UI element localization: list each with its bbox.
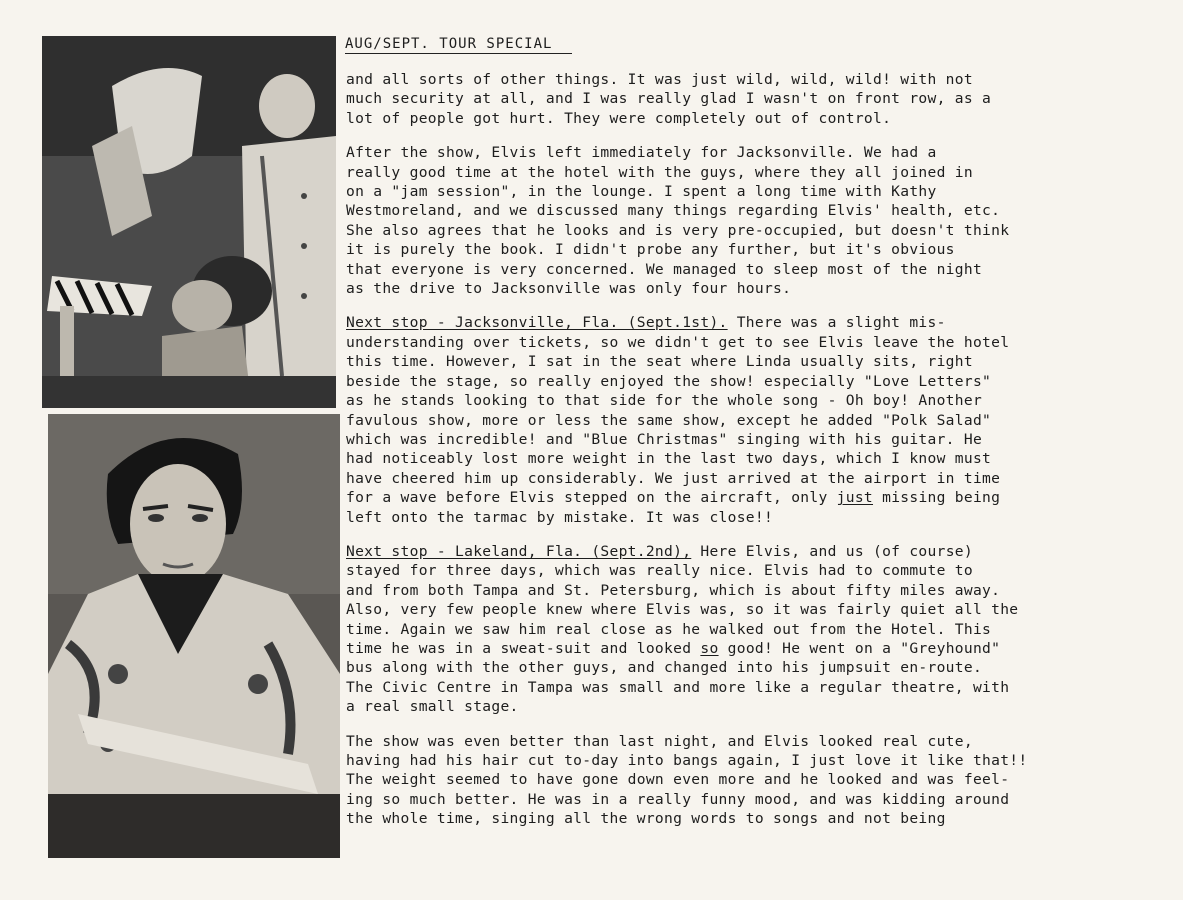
underlined-word: so	[700, 639, 719, 657]
text-line: The show was even better than last night, and Elvis looked real cute,	[346, 732, 973, 750]
text-fragment: There was a slight mis-	[727, 314, 946, 332]
text-line	[346, 542, 1086, 561]
text-line: a real small stage.	[346, 698, 519, 716]
text-line: and all sorts of other things. It was just wild, wild, wild! with not	[346, 71, 973, 88]
text-line: as he stands looking to that side for the whole song - Oh boy! Another	[346, 392, 983, 410]
text-fragment: good! He went on a "Greyhound"	[718, 639, 1001, 657]
text-line: beside the stage, so really enjoyed the show! especially "Love Letters"	[346, 372, 992, 390]
text-line: lot of people got hurt. They were completely out of control.	[346, 109, 892, 127]
text-line: bus along with the other guys, and changed into his jumpsuit en-route.	[346, 659, 983, 677]
text-fragment: for a wave before Elvis stepped on the aircraft, only	[346, 489, 837, 507]
page-header: AUG/SEPT. TOUR SPECIAL	[345, 36, 572, 54]
text-line: time. Again we saw him real close as he walked out from the Hotel. This	[346, 620, 992, 638]
text-line: on a "jam session", in the lounge. I spent a long time with Kathy	[346, 183, 937, 201]
text-line: really good time at the hotel with the guys, where they all joined in	[346, 163, 973, 181]
text-line: much security at all, and I was really glad I wasn't on front row, as a	[346, 90, 992, 108]
text-line: Also, very few people knew where Elvis was, so it was fairly quiet all the	[346, 601, 1019, 619]
photo-stage-scarf	[42, 36, 336, 408]
text-fragment: Here Elvis, and us (of course)	[691, 542, 973, 560]
text-line: She also agrees that he looks and is very pre-occupied, but doesn't think	[346, 221, 1010, 239]
text-line: ing so much better. He was in a really funny mood, and was kidding around	[346, 790, 1010, 808]
text-line: After the show, Elvis left immediately for Jacksonville. We had a	[346, 144, 937, 162]
paragraph-2	[346, 143, 1086, 298]
text-line: left onto the tarmac by mistake. It was close!!	[346, 508, 774, 526]
underlined-word: just	[836, 489, 874, 507]
text-line: The Civic Centre in Tampa was small and more like a regular theatre, with	[346, 678, 1010, 696]
text-line: it is purely the book. I didn't probe any further, but it's obvious	[346, 241, 955, 259]
photo-elvis-portrait	[48, 414, 340, 858]
paragraph-final	[346, 732, 1086, 829]
text-line	[346, 488, 1086, 507]
article-body	[346, 70, 1086, 844]
text-line	[346, 639, 1086, 658]
text-line: that everyone is very concerned. We managed to sleep most of the night	[346, 260, 983, 278]
portrait-illustration	[48, 414, 340, 858]
paragraph-jacksonville	[346, 313, 1086, 526]
text-line: stayed for three days, which was really nice. Elvis had to commute to	[346, 562, 973, 580]
text-line: this time. However, I sat in the seat where Linda usually sits, right	[346, 353, 973, 371]
text-line: have cheered him up considerably. We just arrived at the airport in time	[346, 469, 1001, 487]
text-line	[346, 313, 1086, 332]
text-line: The weight seemed to have gone down even more and he looked and was feel-	[346, 771, 1010, 789]
paragraph-1	[346, 70, 1086, 128]
section-heading-jacksonville: Next stop - Jacksonville, Fla. (Sept.1st).	[346, 314, 728, 332]
text-line: the whole time, singing all the wrong words to songs and not being	[346, 810, 946, 828]
stage-scarf-illustration	[42, 36, 336, 408]
text-fragment: time he was in a sweat-suit and looked	[346, 639, 701, 657]
text-line: had noticeably lost more weight in the last two days, which I know must	[346, 450, 992, 468]
paragraph-lakeland	[346, 542, 1086, 717]
text-line: as the drive to Jacksonville was only four hours.	[346, 280, 792, 298]
text-fragment: missing being	[873, 489, 1001, 507]
text-line: understanding over tickets, so we didn't get to see Elvis leave the hotel	[346, 333, 1010, 351]
text-line: Westmoreland, and we discussed many things regarding Elvis' health, etc.	[346, 202, 1001, 220]
text-line: favulous show, more or less the same show, except he added "Polk Salad"	[346, 411, 992, 429]
text-line: having had his hair cut to-day into bangs again, I just love it like that!!	[346, 752, 1028, 769]
section-heading-lakeland: Next stop - Lakeland, Fla. (Sept.2nd),	[346, 542, 692, 560]
text-line: which was incredible! and "Blue Christmas" singing with his guitar. He	[346, 430, 983, 448]
text-line: and from both Tampa and St. Petersburg, which is about fifty miles away.	[346, 581, 1001, 599]
